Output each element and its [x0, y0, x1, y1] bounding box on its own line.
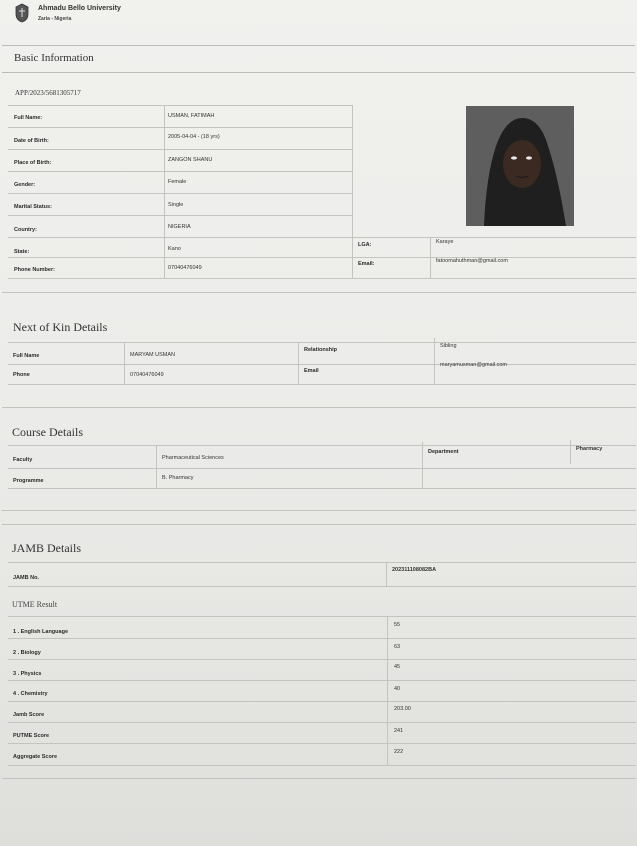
- state-value: Kano: [168, 246, 181, 252]
- table-rule: [8, 468, 636, 469]
- result-chemistry-value: 40: [394, 686, 401, 692]
- section-divider: [2, 510, 636, 511]
- section-divider: [2, 292, 636, 293]
- table-rule: [387, 616, 388, 765]
- table-rule: [570, 440, 571, 464]
- kin-phone-value: 07040476049: [130, 372, 164, 378]
- table-rule: [8, 342, 636, 343]
- department-value: Pharmacy: [576, 446, 603, 452]
- passport-photo: [466, 106, 574, 226]
- kin-email-value: maryamusman@gmail.com: [440, 362, 508, 368]
- marital-status-label: Marital Status:: [14, 204, 52, 210]
- putme-score-label: PUTME Score: [13, 733, 50, 739]
- place-of-birth-value: ZANGON SHANU: [168, 157, 213, 163]
- dob-label: Date of Birth:: [14, 138, 49, 144]
- gender-value: Female: [168, 179, 187, 185]
- section-divider: [2, 72, 635, 73]
- country-label: Country:: [14, 227, 37, 233]
- table-rule: [8, 149, 352, 150]
- table-rule: [8, 659, 636, 660]
- table-rule: [8, 722, 636, 723]
- table-rule: [8, 127, 352, 128]
- marital-status-value: Single: [168, 202, 184, 208]
- kin-phone-label: Phone: [13, 372, 30, 378]
- utme-result-title: UTME Result: [12, 600, 58, 609]
- result-biology-label: 2 . Biology: [13, 650, 41, 656]
- result-biology-value: 63: [394, 644, 401, 650]
- table-rule: [434, 338, 435, 384]
- programme-value: B. Pharmacy: [162, 475, 194, 481]
- result-english-label: 1 . English Language: [13, 629, 69, 635]
- table-rule: [8, 638, 636, 639]
- section-divider: [2, 407, 636, 408]
- table-rule: [8, 193, 352, 194]
- result-physics-label: 3 . Physics: [13, 671, 42, 677]
- jamb-no-value: 202311108082BA: [392, 567, 437, 573]
- faculty-label: Faculty: [13, 457, 33, 463]
- table-rule: [8, 701, 636, 702]
- programme-label: Programme: [13, 478, 44, 484]
- table-rule: [352, 105, 353, 278]
- university-location: Zaria - Nigeria: [38, 16, 72, 22]
- kin-email-label: Email: [304, 368, 319, 374]
- kin-name-value: MARYAM USMAN: [130, 352, 176, 358]
- table-rule: [8, 237, 636, 238]
- table-rule: [8, 562, 636, 563]
- putme-score-value: 241: [394, 728, 404, 734]
- table-rule: [164, 105, 165, 278]
- aggregate-score-label: Aggregate Score: [13, 754, 58, 760]
- university-name: Ahmadu Bello University: [38, 5, 121, 12]
- lga-value: Karaye: [436, 239, 454, 245]
- table-rule: [8, 215, 352, 216]
- relationship-label: Relationship: [304, 347, 338, 353]
- next-of-kin-title: Next of Kin Details: [13, 320, 108, 334]
- university-logo-icon: [14, 3, 30, 23]
- table-rule: [430, 237, 431, 278]
- table-rule: [8, 680, 636, 681]
- country-value: NIGERIA: [168, 224, 191, 230]
- jamb-score-label: Jamb Score: [13, 712, 45, 718]
- table-rule: [386, 562, 387, 586]
- section-divider: [2, 778, 636, 779]
- table-rule: [124, 342, 125, 384]
- table-rule: [8, 488, 636, 489]
- kin-name-label: Full Name: [13, 353, 40, 359]
- department-label: Department: [428, 449, 459, 455]
- table-rule: [8, 364, 636, 365]
- dob-value: 2005-04-04 - (18 yrs): [168, 134, 220, 140]
- table-rule: [156, 445, 157, 488]
- jamb-score-value: 203.00: [394, 706, 411, 712]
- table-rule: [8, 586, 636, 587]
- result-chemistry-label: 4 . Chemistry: [13, 691, 48, 697]
- email-label: Email:: [358, 261, 375, 267]
- table-rule: [422, 442, 423, 488]
- full-name-label: Full Name:: [14, 115, 43, 121]
- table-rule: [8, 105, 352, 106]
- relationship-value: Sibling: [440, 343, 457, 349]
- table-rule: [298, 342, 299, 384]
- gender-label: Gender:: [14, 182, 36, 188]
- phone-number-value: 07040476049: [168, 265, 202, 271]
- section-divider: [2, 524, 636, 525]
- faculty-value: Pharmaceutical Sciences: [162, 455, 224, 461]
- section-divider: [2, 45, 635, 46]
- lga-label: LGA:: [358, 242, 372, 248]
- jamb-details-title: JAMB Details: [12, 541, 81, 555]
- table-rule: [8, 278, 636, 279]
- result-english-value: 55: [394, 622, 401, 628]
- place-of-birth-label: Place of Birth:: [14, 160, 52, 166]
- email-value: fatoomahuthman@gmail.com: [436, 258, 508, 264]
- table-rule: [8, 445, 636, 446]
- state-label: State:: [14, 249, 30, 255]
- table-rule: [8, 616, 636, 617]
- result-physics-value: 45: [394, 664, 401, 670]
- phone-number-label: Phone Number:: [14, 267, 55, 273]
- basic-info-title: Basic Information: [14, 52, 94, 64]
- full-name-value: USMAN, FATIMAH: [168, 113, 215, 119]
- table-rule: [8, 257, 636, 258]
- course-details-title: Course Details: [12, 425, 83, 439]
- table-rule: [8, 743, 636, 744]
- table-rule: [8, 171, 352, 172]
- application-number: APP/2023/5681305717: [15, 89, 81, 97]
- jamb-no-label: JAMB No.: [13, 575, 39, 581]
- aggregate-score-value: 222: [394, 749, 404, 755]
- table-rule: [8, 765, 636, 766]
- table-rule: [8, 384, 636, 385]
